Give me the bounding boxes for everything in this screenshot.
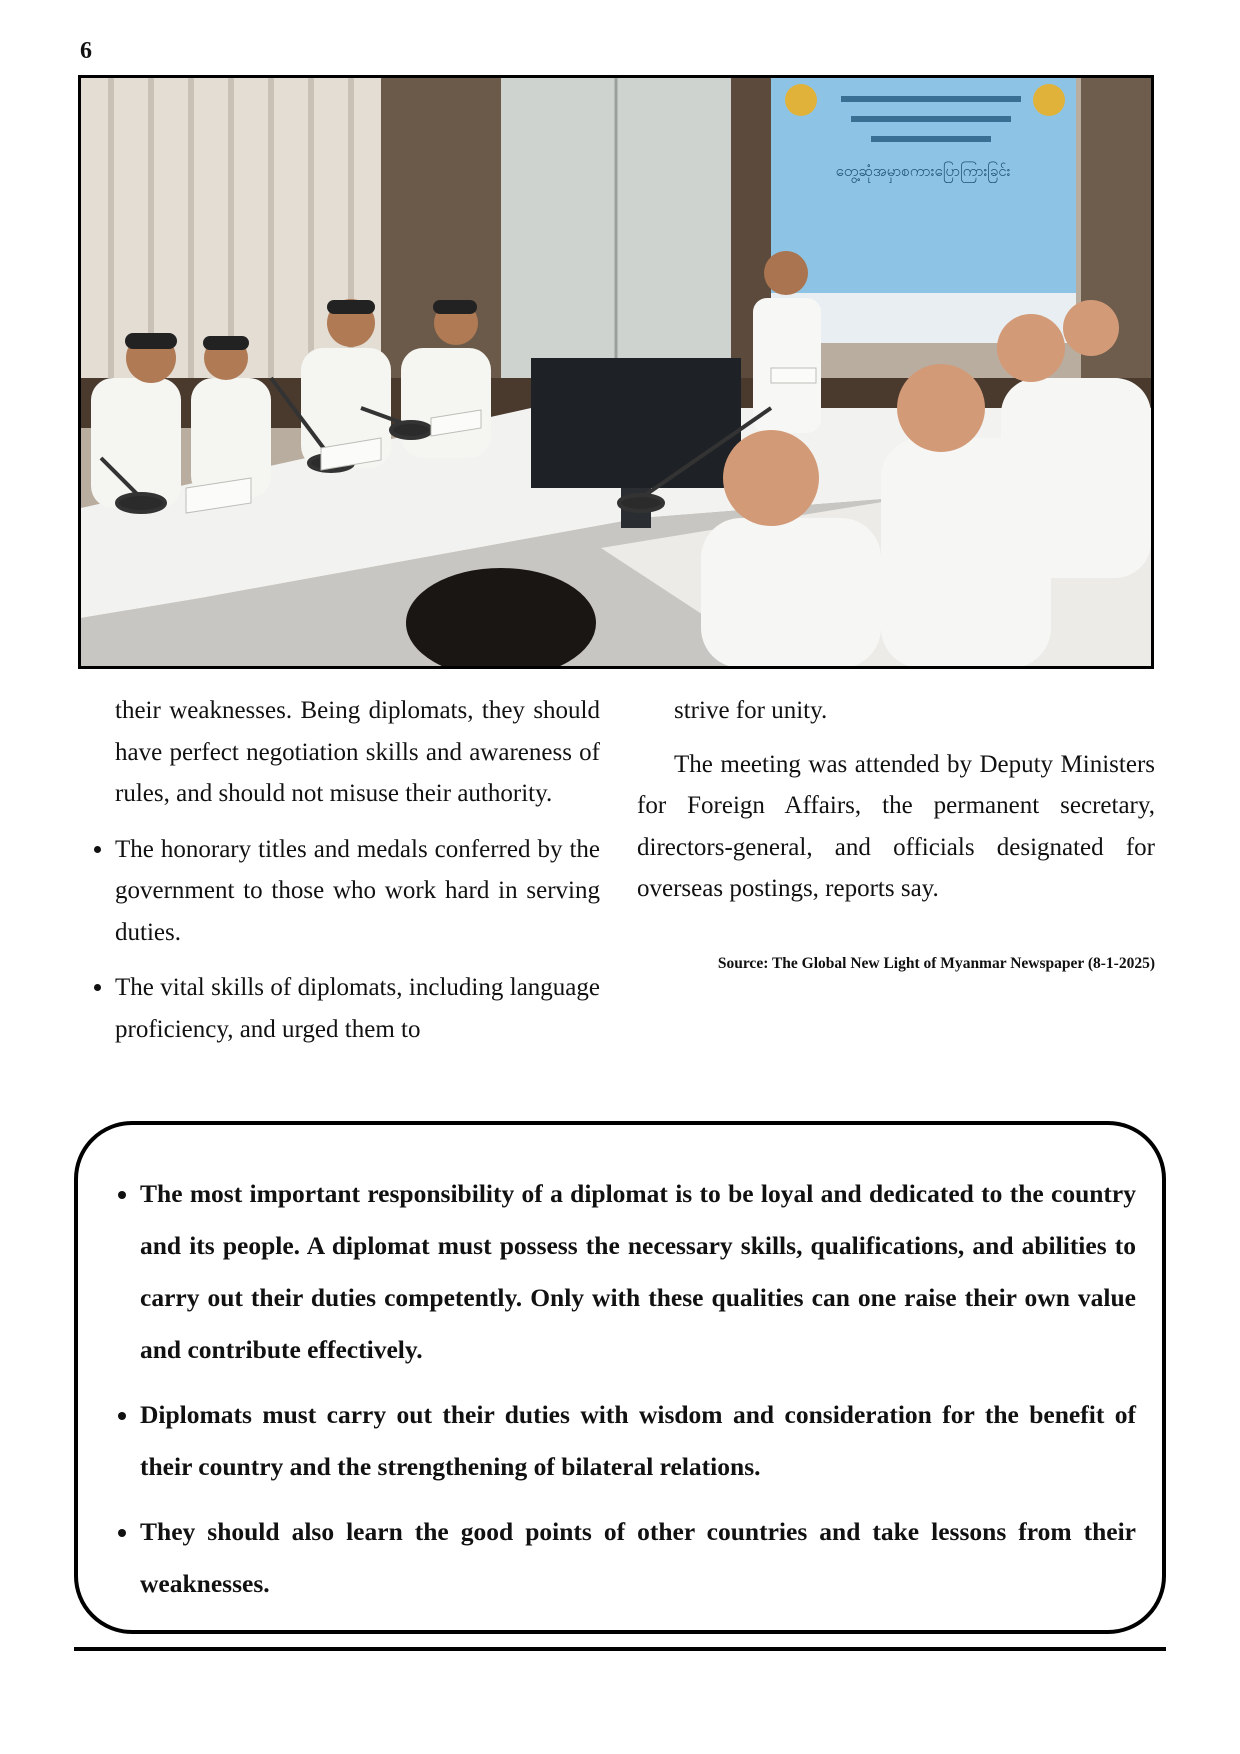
left-bullet-list bbox=[70, 829, 600, 1051]
bottom-rule bbox=[74, 1647, 1166, 1651]
summary-point: • Diplomats must carry out their duties with wisdom and consideration for the benefit of their country and the strengthening of bilateral relations. bbox=[140, 1389, 1136, 1493]
screen-title: တွေ့ဆုံအမှာစကားပြောကြားခြင်း bbox=[835, 162, 1011, 180]
meeting-photo bbox=[78, 75, 1154, 669]
summary-box bbox=[74, 1121, 1166, 1634]
summary-point: • They should also learn the good points of other countries and take lessons from their weaknesses. bbox=[140, 1506, 1136, 1610]
article-left-column bbox=[70, 690, 600, 1064]
meeting-photo-icon bbox=[81, 78, 1151, 666]
article-right-column bbox=[637, 690, 1155, 974]
left-continued-text: their weaknesses. Being diplomats, they should have perfect negotiation skills and awareness of rules, and should not misuse their authority. bbox=[115, 697, 600, 807]
page-number: 6 bbox=[80, 38, 92, 64]
summary-point: • The most important responsibility of a diplomat is to be loyal and dedicated to the country and its people. A diplomat must possess the necessary skills, qualifications, and abilities to carry out their duties competently. Only with these qualities can one raise their own value and contribute effectively. bbox=[140, 1168, 1136, 1376]
list-item: • The honorary titles and medals conferred by the government to those who work hard in serving duties. bbox=[115, 829, 600, 954]
attendance-paragraph: The meeting was attended by Deputy Ministers for Foreign Affairs, the permanent secretary, directors-general, and officials designated for overseas postings, reports say. bbox=[637, 750, 1155, 902]
right-continued-text: strive for unity. bbox=[674, 697, 828, 724]
summary-list bbox=[104, 1168, 1136, 1610]
source-citation: Source: The Global New Light of Myanmar Newspaper (8-1-2025) bbox=[717, 954, 1155, 972]
list-item: • The vital skills of diplomats, including language proficiency, and urged them to bbox=[115, 967, 600, 1050]
